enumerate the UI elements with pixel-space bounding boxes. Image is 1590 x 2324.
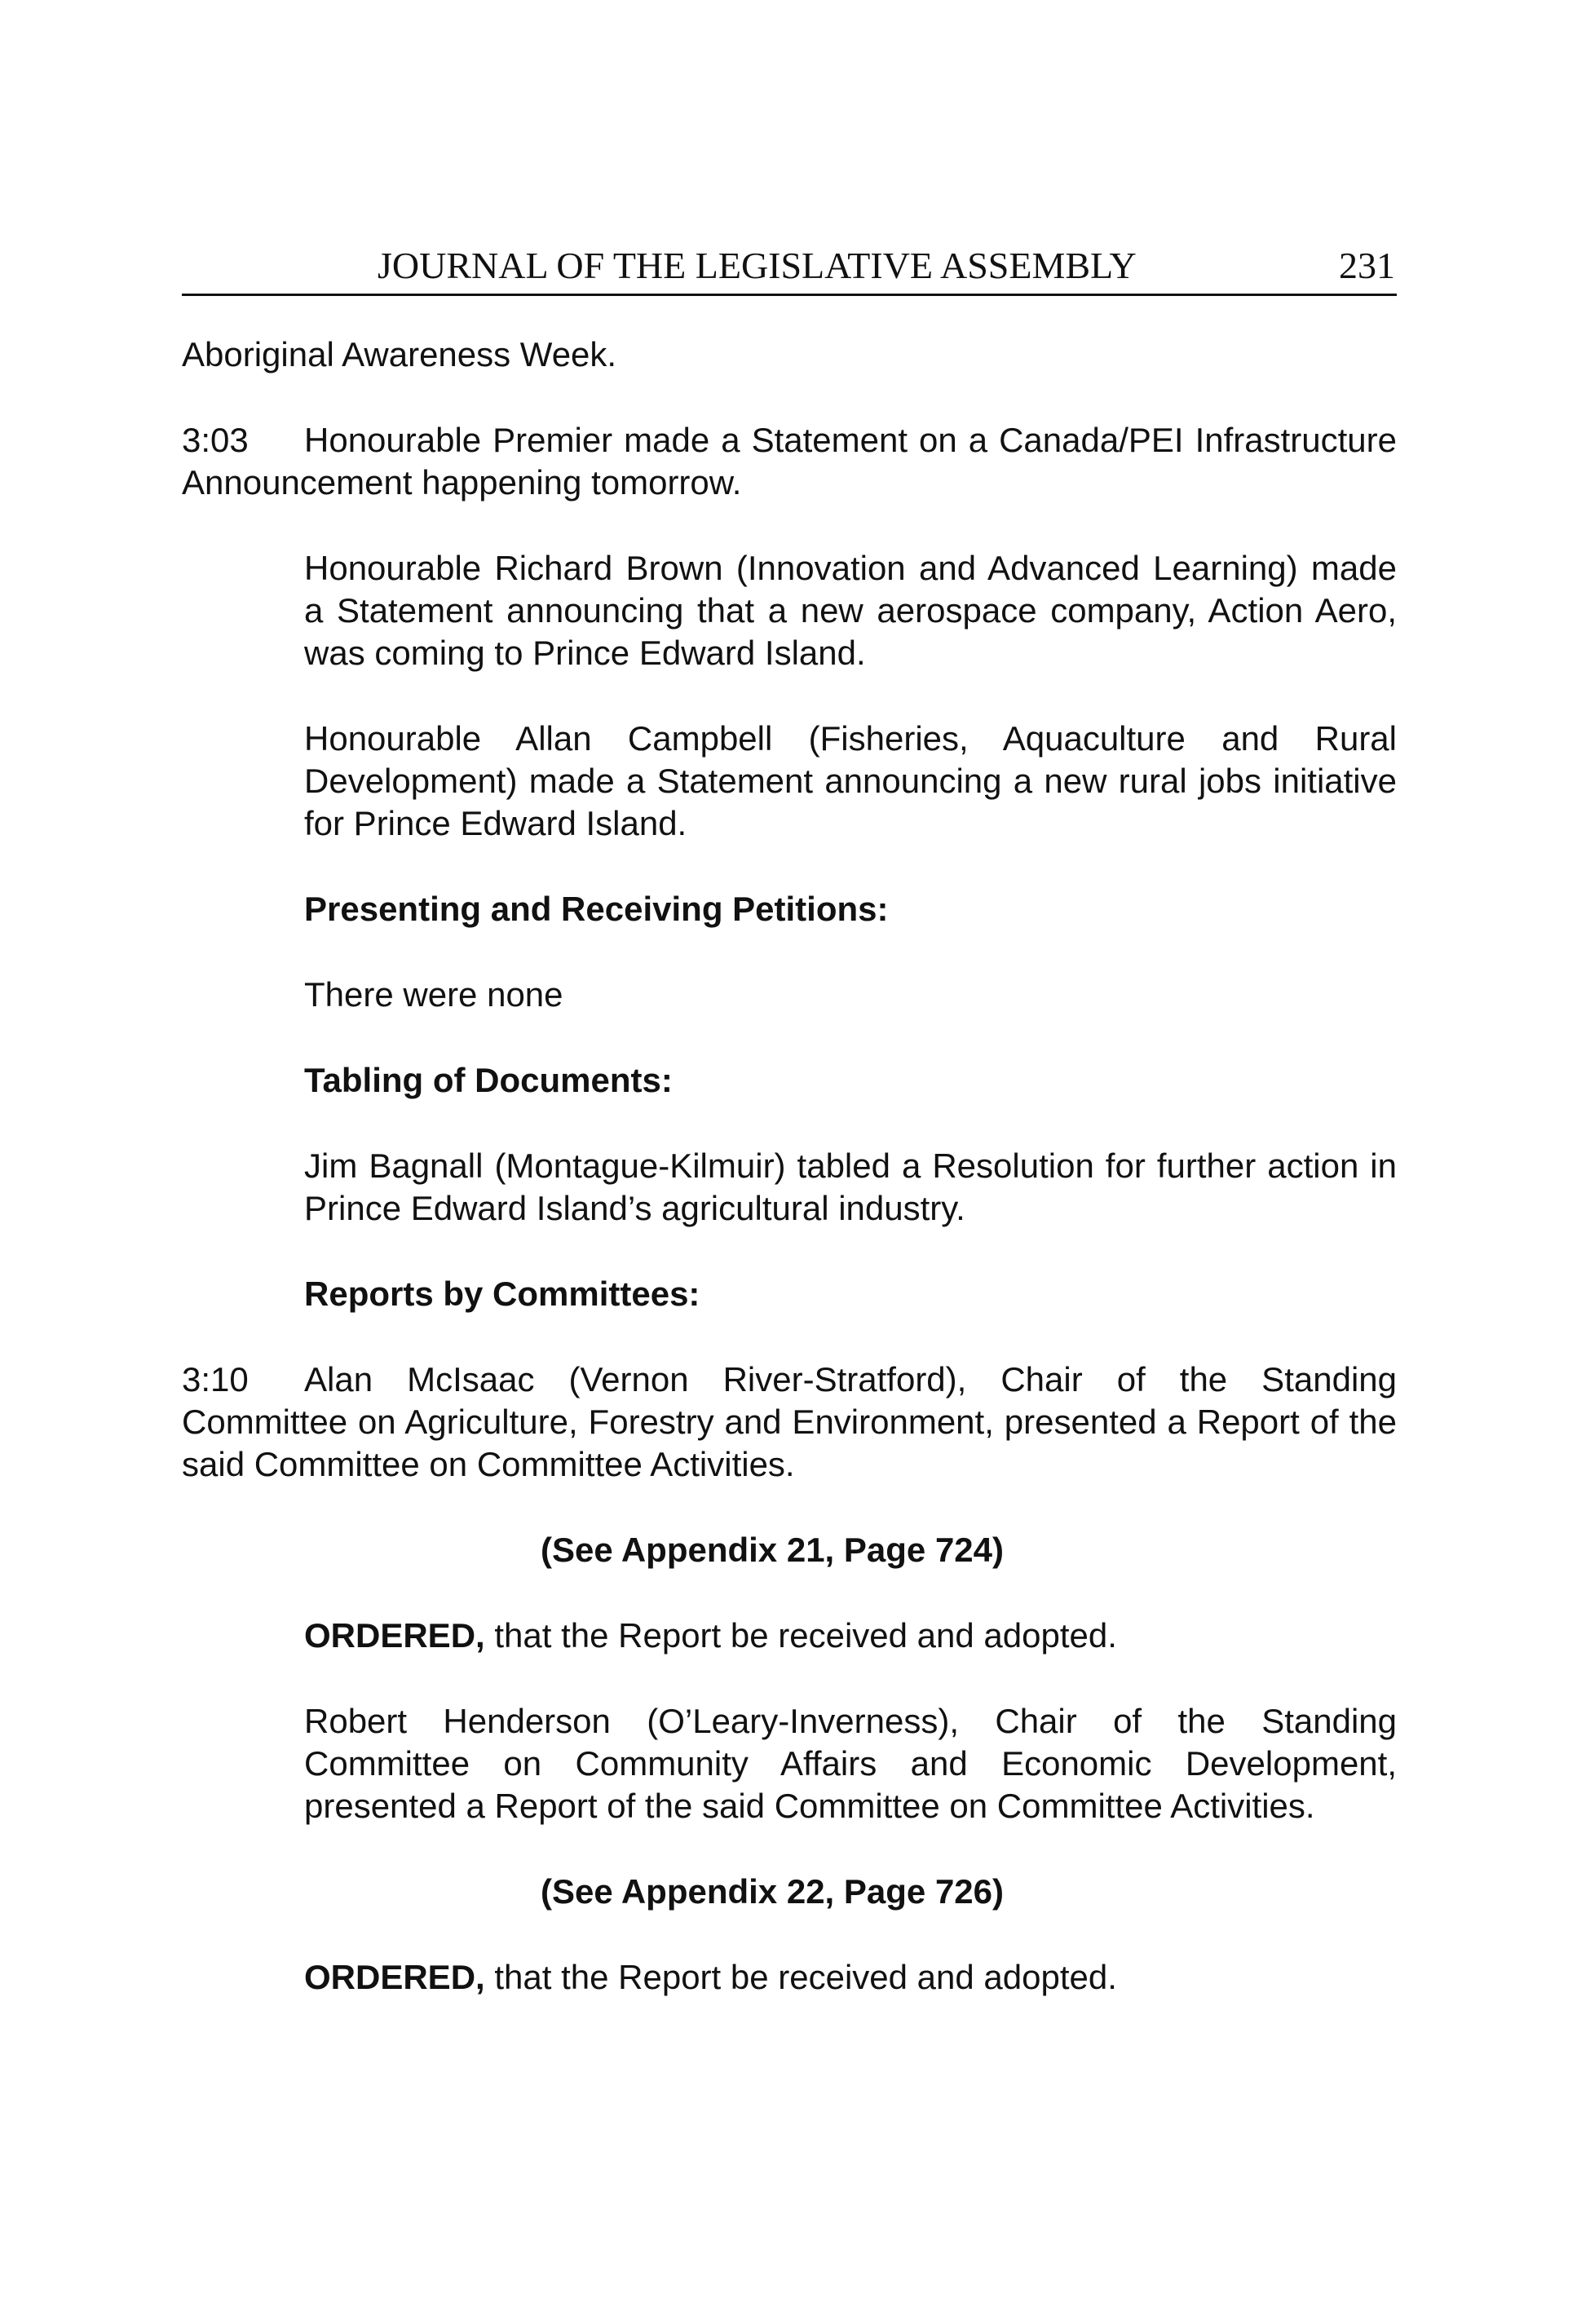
appendix-reference: (See Appendix 22, Page 726): [541, 1872, 1005, 1911]
journal-body: [182, 334, 1397, 1999]
heading-tabling-documents: Tabling of Documents:: [304, 1061, 673, 1099]
time-stamp: 3:03: [182, 421, 249, 459]
ordered-label: ORDERED,: [304, 1958, 485, 1996]
heading-petitions: Presenting and Receiving Petitions:: [304, 890, 889, 928]
paragraph-text: Alan McIsaac (Vernon River-Stratford), Chair of the Standing Committee on Agriculture, Forestry and Environment, presented a Report of the said Committee on Committee Activities.: [182, 1360, 1397, 1483]
paragraph-mcisaac-report: [182, 1359, 1397, 1486]
paragraph-text: Honourable Premier made a Statement on a Canada/PEI Infrastructure Announcement happening tomorrow.: [182, 421, 1397, 501]
time-stamp: 3:10: [182, 1360, 249, 1398]
heading-reports-committees: Reports by Committees:: [304, 1275, 700, 1313]
ordered-statement: [304, 1956, 1397, 1999]
paragraph-campbell-statement: Honourable Allan Campbell (Fisheries, Aquaculture and Rural Development) made a Statement announcing a new rural jobs initiative for Prince Edward Island.: [304, 719, 1397, 842]
paragraph-henderson-report: Robert Henderson (O’Leary-Inverness), Chair of the Standing Committee on Community Affairs and Economic Development, presented a Report of the said Committee on Committee Activities.: [304, 1702, 1397, 1825]
journal-page: [182, 236, 1397, 1999]
appendix-reference: (See Appendix 21, Page 724): [541, 1531, 1005, 1569]
paragraph-brown-statement: Honourable Richard Brown (Innovation and Advanced Learning) made a Statement announcing that a new aerospace company, Action Aero, was coming to Prince Edward Island.: [304, 549, 1397, 672]
paragraph-no-petitions: There were none: [304, 975, 563, 1014]
running-header: [182, 236, 1397, 296]
journal-title: JOURNAL OF THE LEGISLATIVE ASSEMBLY: [378, 245, 1137, 286]
paragraph-premier-statement: [182, 419, 1397, 504]
ordered-label: ORDERED,: [304, 1616, 485, 1655]
page-number: 231: [1339, 245, 1395, 286]
paragraph-aboriginal-awareness: Aboriginal Awareness Week.: [182, 335, 617, 373]
ordered-statement: [304, 1615, 1397, 1657]
ordered-text: that the Report be received and adopted.: [484, 1958, 1117, 1996]
ordered-text: that the Report be received and adopted.: [484, 1616, 1117, 1655]
paragraph-bagnall-resolution: Jim Bagnall (Montague-Kilmuir) tabled a Resolution for further action in Prince Edward Island’s agricultural industry.: [304, 1147, 1397, 1227]
